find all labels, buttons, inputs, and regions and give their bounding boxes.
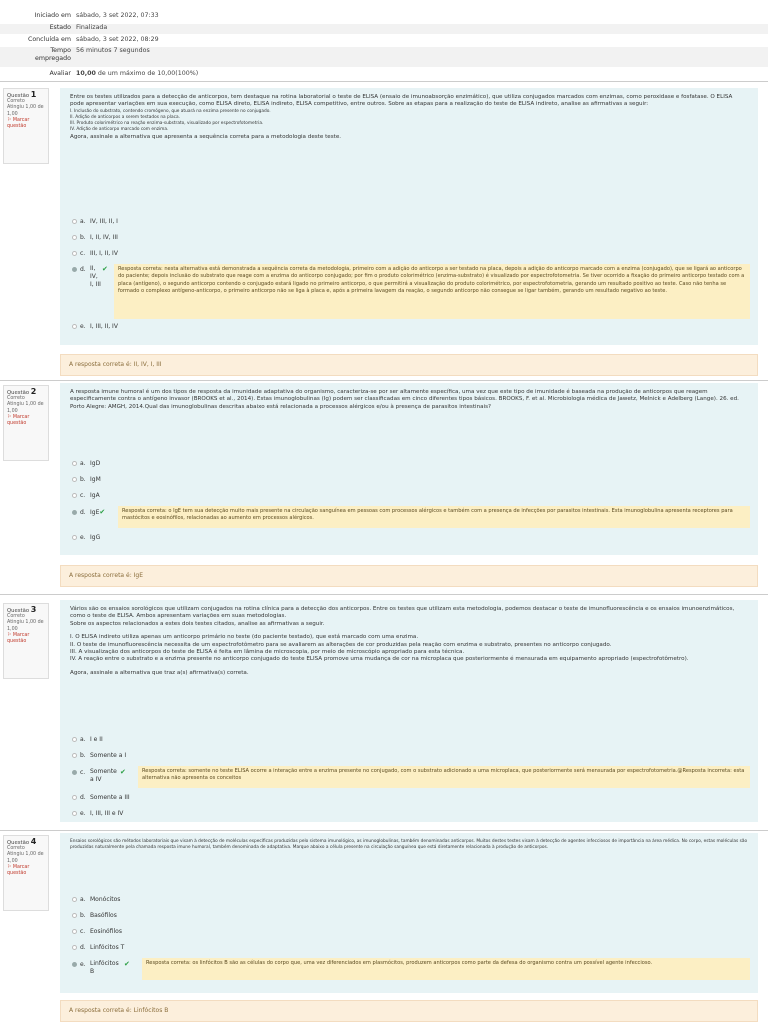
summary-row-started: Iniciado em sábado, 3 set 2022, 07:33 bbox=[34, 12, 159, 19]
q4-option-a[interactable]: a. Monócitos bbox=[72, 896, 120, 904]
question-4-text: Ensaios sorológicos são métodos laboratoriais que visam à detecção de moléculas específicas produzidas pelo sistema imunológico, as imunoglobulinas, também denominadas anticorpos. Muitos destes testes visam à detecção de agentes infecciosos de importância na área médica. No corpo, estas moléculas são produzidas naturalmente pela chamada resposta imune humoral, também denominada de adaptativa. Marque abaixo a célula presente na circulação sanguínea que está diretamente relacionada à produção de anticorpos. bbox=[70, 839, 748, 851]
q4-feedback: Resposta correta: os linfócitos B são as células do corpo que, uma vez diferenciados em plasmócitos, produzem anticorpos como parte da defesa do organismo contra um possível agente infeccioso. bbox=[142, 958, 750, 980]
q1-feedback: Resposta correta: nesta alternativa está demonstrada a sequência correta da metodologia, primeiro com a adição do anticorpo a ser testado na placa, depois a adição do anticorpo marcado com a enzima (conjugado), que se ligará ao anticorpo do paciente; depois inclusão do substrato que reage com a enzima do anticorpo conjugado; por fim o produto colorimétrico (enzima-substrato) é visualizado por espectrofotometria. Se tiver ocorrido a fixação do primeiro anticorpo testado com a placa (antígeno), o segundo anticorpo contendo o conjugado estará ligado no primeiro anticorpo, o que permitirá a visualização do produto colorimétrico, por espectrofotometria, gerando um resultado positivo ao teste. Caso não tenha se formado o complexo antígeno-anticorpo, o primeiro anticorpo não se liga à placa e, após a primeira lavagem da reação, o segundo anticorpo não consegue se ligar também, gerando um resultado negativo ao teste. bbox=[114, 264, 750, 319]
radio-button-selected[interactable] bbox=[72, 770, 77, 775]
radio-button-selected[interactable] bbox=[72, 962, 77, 967]
check-icon: ✔ bbox=[124, 960, 130, 968]
flag-icon: ⚐ bbox=[7, 414, 12, 420]
q4-option-e[interactable]: e. Linfócitos B✔ bbox=[72, 960, 140, 976]
question-3-text: Vários são os ensaios sorológicos que utilizam conjugados na rotina clínica para a detecção dos anticorpos. Entre os testes que utilizam esta metodologia, podemos destacar o teste de imunofluorescência e os ensaios imunoenzimáticos, como o teste de ELISA. Ambos apresentam variações em suas metodologias. bbox=[70, 606, 735, 620]
q2-feedback: Resposta correta: o IgE tem sua detecção muito mais presente na circulação sanguínea em pessoas com processos alérgicos e também com a presença de infecções por parasitos intestinais. Esta imunoglobulina apresenta receptores para mastócitos e eosinófilos, relacionadas ao aumento em processos alérgicos. bbox=[118, 506, 750, 528]
radio-button[interactable] bbox=[72, 461, 77, 466]
q4-option-d[interactable]: d. Linfócitos T bbox=[72, 944, 124, 952]
q1-option-b[interactable]: b. I, II, IV, III bbox=[72, 234, 118, 242]
question-1-info: Questão 1 Correto Atingiu 1,00 de 1,00 ⚐ Marcar questão bbox=[3, 88, 49, 164]
summary-row-grade: Avaliar 10,00 de um máximo de 10,00(100%) bbox=[49, 70, 199, 77]
question-2-info: Questão 2 Correto Atingiu 1,00 de 1,00 ⚐ Marcar questão bbox=[3, 385, 49, 461]
flag-question-4[interactable]: ⚐ Marcar questão bbox=[7, 864, 30, 877]
radio-button[interactable] bbox=[72, 737, 77, 742]
radio-button[interactable] bbox=[72, 753, 77, 758]
q1-right-answer: A resposta correta é: II, IV, I, III bbox=[60, 354, 758, 376]
q4-right-answer: A resposta correta é: Linfócitos B bbox=[60, 1000, 758, 1022]
q2-option-c[interactable]: c. IgA bbox=[72, 492, 100, 500]
q3-option-e[interactable]: e. I, III, III e IV bbox=[72, 810, 123, 818]
radio-button[interactable] bbox=[72, 795, 77, 800]
question-1-box: Entre os testes utilizados para a detecção de anticorpos, tem destaque na rotina laboratorial o teste de ELISA (ensaio de imunoabsorção enzimático), que utiliza conjugados marcados com enzimas, como peroxidase e fosfatase. O ELISA pode apresentar variações em sua execução, como ELISA direto, ELISA indireto, ELISA competitivo, entre outros. Sobre as etapas para a realização do teste de ELISA indireto, analise as afirmativas a seguir: I. Inclusão do substrato, contendo cromógeno, que atuará na enzima presente no conjugado. II. Adição de anticorpos a serem testados na placa. III. Produto colorimétrico na reação enzima-substrato, visualizado por espectrofotometria. IV. Adição de anticorpo marcado com enzima. Agora, assinale a alternativa que apresenta a sequência correta para a metodologia deste teste. bbox=[60, 88, 758, 345]
radio-button[interactable] bbox=[72, 219, 77, 224]
q1-option-c[interactable]: c. III, I, II, IV bbox=[72, 250, 118, 258]
divider bbox=[0, 594, 768, 595]
radio-button-selected[interactable] bbox=[72, 510, 77, 515]
divider bbox=[0, 830, 768, 831]
q1-option-d[interactable]: d. II, IV, I, III✔ bbox=[72, 265, 108, 289]
flag-icon: ⚐ bbox=[7, 632, 12, 638]
q3-option-d[interactable]: d. Somente a III bbox=[72, 794, 130, 802]
radio-button[interactable] bbox=[72, 945, 77, 950]
radio-button[interactable] bbox=[72, 251, 77, 256]
summary-divider bbox=[0, 81, 768, 82]
flag-question-2[interactable]: ⚐ Marcar questão bbox=[7, 414, 30, 427]
flag-icon: ⚐ bbox=[7, 864, 12, 870]
question-1-text: Entre os testes utilizados para a detecção de anticorpos, tem destaque na rotina laboratorial o teste de ELISA (ensaio de imunoabsorção enzimático), que utiliza conjugados marcados com enzimas, como peroxidase e fosfatase. O ELISA pode apresentar variações em sua execução, como ELISA direto, ELISA indireto, ELISA competitivo, entre outros. Sobre as etapas para a realização do teste de ELISA indireto, analise as afirmativas a seguir: bbox=[70, 94, 733, 108]
summary-row-state: Estado Finalizada bbox=[0, 24, 768, 34]
question-3-box: Vários são os ensaios sorológicos que utilizam conjugados na rotina clínica para a detecção dos anticorpos. Entre os testes que utilizam esta metodologia, podemos destacar o teste de imunofluorescência e os ensaios imunoenzimáticos, como o teste de ELISA. Ambos apresentam variações em suas metodologias. Sobre os aspectos relacionados a estes dois testes citados, analise as afirmativas a seguir. I. O ELISA indireto utiliza apenas um anticorpo primário no teste (do paciente testado), que está marcado com uma enzima. II. O teste de imunofluorescência necessita de um espectrofotômetro para se avaliarem as alterações de cor produzidas pela reação com enzima e substrato, presentes no anticorpo conjugado. III. A visualização dos anticorpos do teste de ELISA é feita em lâmina de microscopia, por meio de microscópio apropriado para esta técnica. IV. A reação entre o substrato e a enzima presente no anticorpo conjugado do teste ELISA promove uma mudança de cor na microplaca que posteriormente é mensurada em equipamento apropriado (espectrofotômetro). Agora, assinale a alternativa que traz a(s) afirmativa(s) correta. bbox=[60, 600, 758, 822]
radio-button-selected[interactable] bbox=[72, 267, 77, 272]
radio-button[interactable] bbox=[72, 235, 77, 240]
q1-option-e[interactable]: e. I, III, II, IV bbox=[72, 323, 118, 331]
q2-right-answer: A resposta correta é: IgE bbox=[60, 565, 758, 587]
flag-icon: ⚐ bbox=[7, 117, 12, 123]
summary-row-time: Tempo empregado 56 minutos 7 segundos bbox=[0, 47, 768, 67]
radio-button[interactable] bbox=[72, 324, 77, 329]
q2-option-b[interactable]: b. IgM bbox=[72, 476, 101, 484]
question-2-box bbox=[60, 383, 758, 555]
flag-question-1[interactable]: ⚐ Marcar questão bbox=[7, 117, 30, 130]
q3-feedback: Resposta correta: somente no teste ELISA ocorre a interação entre a enzima presente no conjugado, com o substrato adicionado a uma microplaca, que posteriormente será mensurada por espectrofotometria.@Resposta incorreta: esta alternativa não apresenta os conceitos bbox=[138, 766, 750, 788]
summary-row-completed: Concluída em sábado, 3 set 2022, 08:29 bbox=[27, 36, 159, 43]
divider bbox=[0, 380, 768, 381]
radio-button[interactable] bbox=[72, 929, 77, 934]
check-icon: ✔ bbox=[120, 768, 126, 776]
q3-option-b[interactable]: b. Somente a I bbox=[72, 752, 126, 760]
q4-option-c[interactable]: c. Eosinófilos bbox=[72, 928, 122, 936]
flag-question-3[interactable]: ⚐ Marcar questão bbox=[7, 632, 30, 645]
question-3-info: Questão 3 Correto Atingiu 1,00 de 1,00 ⚐ Marcar questão bbox=[3, 603, 49, 679]
radio-button[interactable] bbox=[72, 493, 77, 498]
q2-option-e[interactable]: e. IgG bbox=[72, 534, 100, 542]
question-2-text: A resposta imune humoral é um dos tipos de resposta da imunidade adaptativa do organismo, caracteriza-se por ser altamente específica, uma vez que este tipo de imunidade é baseada na produção de anticorpos que reagem especificamente contra o antígeno invasor (BROOKS et al., 2014). Estas imunoglobulinas (Ig) podem ser classificadas em cinco diferentes tipos básicos. BROOKS, F. et al. Microbiologia médica de Jawetz, Melnick e Adelberg (Lange). 26. ed. Porto Alegre: AMGH, 2014.Qual das imunoglobulinas descritas abaixo está relacionada a processos alérgicos e/ou à presença de parasitos intestinais? bbox=[70, 389, 739, 410]
check-icon: ✔ bbox=[102, 265, 108, 273]
radio-button[interactable] bbox=[72, 811, 77, 816]
q2-option-a[interactable]: a. IgD bbox=[72, 460, 100, 468]
radio-button[interactable] bbox=[72, 913, 77, 918]
radio-button[interactable] bbox=[72, 897, 77, 902]
q4-option-b[interactable]: b. Basófilos bbox=[72, 912, 117, 920]
radio-button[interactable] bbox=[72, 535, 77, 540]
question-4-info: Questão 4 Correto Atingiu 1,00 de 1,00 ⚐ Marcar questão bbox=[3, 835, 49, 911]
check-icon: ✔ bbox=[99, 508, 106, 516]
q3-option-a[interactable]: a. I e II bbox=[72, 736, 103, 744]
q3-option-c[interactable]: c. Somente a IV✔ bbox=[72, 768, 136, 784]
q2-option-d[interactable]: d. IgE✔ bbox=[72, 508, 105, 517]
radio-button[interactable] bbox=[72, 477, 77, 482]
q1-option-a[interactable]: a. IV, III, II, I bbox=[72, 218, 118, 226]
